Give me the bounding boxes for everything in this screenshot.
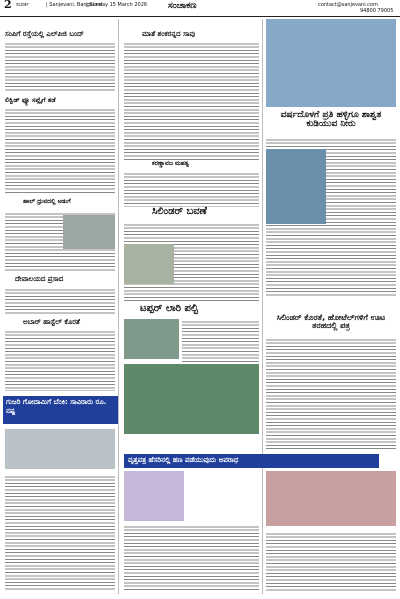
headline-tipper: ಟಪ್ಪರ್ ಲಾರಿ ಪಲ್ಟಿ xyxy=(140,303,198,314)
headline-lpg: ಸಂಪಿಗೆ ರಸ್ತೆಯಲ್ಲಿ ಎಲ್‌ಪಿಜಿ ಬಂದ್ xyxy=(5,30,84,38)
article-text xyxy=(266,531,396,591)
headline-temple: ದೇವಾಲಯದ ಪ್ರಸಾದ xyxy=(15,275,64,283)
headline-water: ವರ್ಷದೊಳಗೆ ಪ್ರತಿ ಹಳ್ಳಿಗೂ ಶಾಶ್ವತ ಕುಡಿಯುವ ನೀರು xyxy=(280,110,382,130)
banner-payment: ವೃತ್ತಪತ್ರ ಹೆಸರಿನಲ್ಲಿ ಹಣ ಪಡೆಯುವುದು ಅಪರಾಧ xyxy=(124,454,379,468)
article-text xyxy=(5,474,115,592)
page-number: 2 xyxy=(4,0,12,11)
column-right xyxy=(266,19,396,594)
headline-importance: ಕರಣ್ಣಾವಜ ಮಹತ್ವ xyxy=(152,160,190,167)
masthead-title: ಸಂಚಾಕಣ xyxy=(168,1,197,11)
article-photo xyxy=(124,364,259,434)
contact-phone: 94800 79005 xyxy=(360,8,394,14)
banner-fire: ಗುಜರಿ ಗೋದಾಮಿಗೆ ಬೆಂಕಿ: ಸಾವಿರಾರು ರೂ. ನಷ್ಟ xyxy=(3,396,118,424)
article-text xyxy=(124,524,259,592)
headline-death: ಮಾತೆ ಶಂಕರನ್ನದ ಸಾವು xyxy=(142,30,196,38)
headline-hostel: ಅಬಾರ್ ಹಾಸ್ಟೆಲ್ ಕೊರತೆ xyxy=(23,318,80,326)
minister-photo xyxy=(266,149,326,224)
fire-photo xyxy=(5,429,115,469)
article-photo xyxy=(63,215,115,249)
headline-liquid: ಲಿಕ್ವಿಡ್ ಫ್ಯೂ ಸಪ್ಲೈಗೆ ತಡೆ xyxy=(5,96,56,104)
article-text xyxy=(266,337,396,449)
water-photo xyxy=(266,19,396,107)
contact-email: contact@sanjevani.com xyxy=(318,2,378,8)
event-photo xyxy=(266,471,396,526)
article-text xyxy=(124,171,259,207)
page-header xyxy=(0,0,400,17)
headline-cylinder-shortage: ಸಿಲಿಂಡರ್ ಕೊರತೆ, ಹೋಟೆಲ್‌ಗಳಿಗೆ ಊಟ ತರಹದಲ್ಲಿ ಪತ್ರ xyxy=(276,313,386,331)
article-photo xyxy=(124,244,174,284)
column-middle xyxy=(122,19,263,594)
issue-date: | Sunday 15 March 2026 xyxy=(86,2,148,8)
article-text xyxy=(5,107,115,193)
event-photo xyxy=(124,471,184,521)
location-label: | Sanjevani, Bangalore xyxy=(46,2,103,8)
headline-cylinder: ಸಿಲಿಂಡರ್ ಬವಣೆ xyxy=(152,206,207,217)
article-text xyxy=(124,41,259,161)
article-text xyxy=(5,287,115,315)
accident-photo xyxy=(124,319,179,359)
column-left xyxy=(3,19,119,594)
masthead-label: ಸಂಪರ್ಕ xyxy=(16,2,29,8)
headline-hall: ಹಾಲ್ ಧ್ರುವದಲ್ಲಿ ಅಡುಗೆ xyxy=(23,198,71,205)
article-text xyxy=(5,329,115,391)
article-text xyxy=(5,41,115,93)
